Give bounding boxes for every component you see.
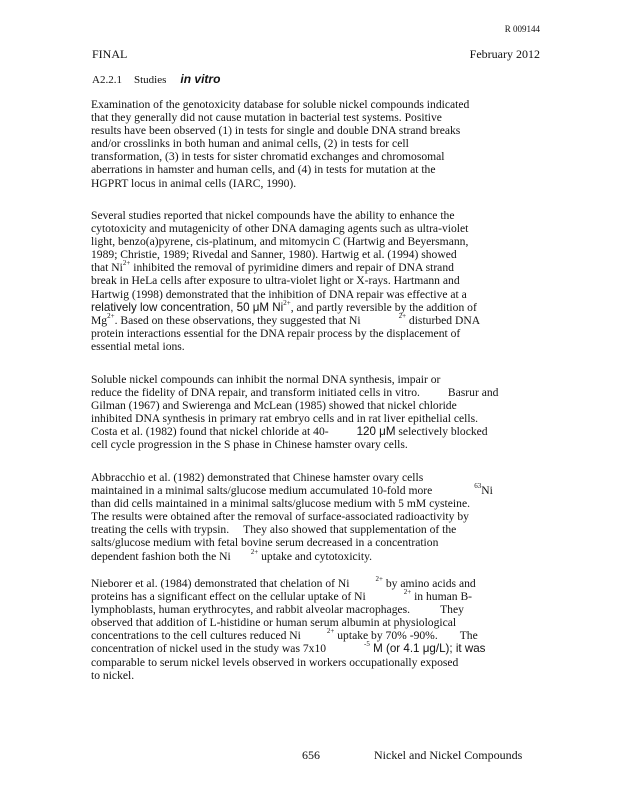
superscript: 2+ bbox=[398, 311, 407, 320]
text-line: The results were obtained after the removal of surface-associated radioactivity by bbox=[91, 510, 469, 524]
status-label: FINAL bbox=[92, 47, 128, 61]
text-line bbox=[91, 642, 499, 655]
text-run: concentration of nickel used in the study was 7x10 bbox=[91, 642, 327, 656]
text-run: concentrations to the cell cultures reduced Ni bbox=[91, 629, 301, 643]
text-run: uptake and cytotoxicity. bbox=[258, 549, 373, 563]
text-line bbox=[91, 298, 499, 314]
text-run: dependent fashion both the Ni bbox=[91, 549, 231, 563]
text-line: cell cycle progression in the S phase in Chinese hamster ovary cells. bbox=[91, 438, 408, 452]
section-number: A2.2.1 bbox=[92, 74, 122, 86]
text-run: They also showed that supplementation of the bbox=[243, 523, 457, 537]
text-line bbox=[91, 425, 511, 438]
text-line: light, benzo(a)pyrene, cis-platinum, and mitomycin C (Hartwig and Beyersmann, bbox=[91, 235, 469, 249]
section-heading bbox=[92, 72, 220, 86]
text-line: break in HeLa cells after exposure to ultra-violet light or X-rays. Hartmann and bbox=[91, 274, 460, 288]
superscript: 2+ bbox=[375, 575, 383, 583]
text-run: , and partly reversible by the addition of bbox=[290, 300, 477, 314]
text-line bbox=[91, 523, 511, 536]
text-run: Ni bbox=[481, 484, 493, 498]
text-line: Examination of the genotoxicity database for soluble nickel compounds indicated bbox=[91, 98, 470, 111]
text-run: Mg bbox=[91, 313, 108, 327]
text-run: proteins has a significant effect on the cellular uptake of Ni bbox=[91, 590, 366, 604]
text-run: Costa et al. (1982) found that nickel chloride at 40- bbox=[91, 425, 329, 439]
text-run: 120 μM bbox=[356, 425, 396, 439]
text-line: protein interactions essential for the DNA repair process by the displacement of bbox=[91, 326, 461, 340]
text-run: reduce the fidelity of DNA repair, and transform initiated cells in vitro. bbox=[91, 386, 420, 400]
page-footer bbox=[302, 748, 522, 763]
text-line bbox=[91, 386, 511, 399]
text-line bbox=[91, 603, 499, 616]
text-line: Gilman (1967) and Swierenga and McLean (1985) showed that nickel chloride bbox=[91, 399, 457, 413]
text-run: maintained in a minimal salts/glucose medium accumulated 10-fold more bbox=[91, 484, 433, 498]
text-run: lymphoblasts, human erythrocytes, and rabbit alveolar macrophages. bbox=[91, 603, 411, 617]
superscript: 2+ bbox=[403, 588, 412, 597]
text-run: by amino acids and bbox=[382, 577, 476, 590]
text-run: in human B- bbox=[411, 590, 473, 604]
text-run: that Ni bbox=[91, 261, 123, 275]
text-line: than did cells maintained in a minimal salts/glucose medium with 5 mM cysteine. bbox=[91, 497, 470, 511]
text-run: M (or 4.1 μg/L); it was bbox=[369, 642, 486, 656]
text-line: salts/glucose medium with fetal bovine serum decreased in a concentration bbox=[91, 536, 439, 550]
document-date: February 2012 bbox=[469, 47, 540, 61]
document-id: R 009144 bbox=[504, 24, 540, 34]
page-number: 656 bbox=[302, 748, 320, 762]
text-run: inhibited the removal of pyrimidine dimers and repair of DNA strand bbox=[130, 261, 454, 275]
text-line: comparable to serum nickel levels observed in workers occupationally exposed bbox=[91, 655, 459, 669]
paragraph-1 bbox=[91, 98, 499, 190]
text-line: results have been observed (1) in tests for single and double DNA strand breaks bbox=[91, 124, 461, 138]
text-run: They bbox=[440, 603, 464, 617]
text-line: to nickel. bbox=[91, 668, 135, 682]
superscript: 63 bbox=[474, 482, 482, 491]
text-run: Basrur and bbox=[447, 386, 499, 400]
text-line: essential metal ions. bbox=[91, 339, 185, 353]
text-line: transformation, (3) in tests for sister chromatid exchanges and chromosomal bbox=[91, 150, 445, 164]
text-line bbox=[91, 261, 499, 274]
superscript: 2+ bbox=[283, 298, 291, 307]
text-line: HGPRT locus in animal cells (IARC, 1990). bbox=[91, 176, 297, 190]
text-line bbox=[91, 484, 511, 497]
superscript: 2+ bbox=[107, 311, 115, 320]
superscript: 2+ bbox=[250, 547, 259, 556]
text-line bbox=[91, 590, 499, 603]
text-line: Hartwig (1998) demonstrated that the inhibition of DNA repair was effective at a bbox=[91, 287, 467, 301]
text-run: selectively blocked bbox=[395, 425, 488, 439]
paragraph-4 bbox=[91, 471, 511, 563]
superscript: -5 bbox=[364, 640, 370, 649]
section-title-italic: in vitro bbox=[180, 72, 221, 86]
text-run: Nieborer et al. (1984) demonstrated that chelation of Ni bbox=[91, 577, 350, 590]
text-line: Soluble nickel compounds can inhibit the normal DNA synthesis, impair or bbox=[91, 373, 441, 386]
text-line: that they generally did not cause mutation in bacterial test systems. Positive bbox=[91, 111, 442, 125]
text-line: inhibited DNA synthesis in primary rat embryo cells and in rat liver epithelial cells. bbox=[91, 412, 479, 426]
text-run: relatively low concentration, 50 μM Ni bbox=[91, 300, 284, 314]
text-line bbox=[91, 547, 511, 563]
text-run: treating the cells with trypsin. bbox=[91, 523, 230, 537]
document-title: Nickel and Nickel Compounds bbox=[374, 748, 523, 762]
paragraph-5 bbox=[91, 577, 499, 682]
text-line: aberrations in hamster and human cells, and (4) in tests for mutation at the bbox=[91, 163, 436, 177]
text-line bbox=[91, 577, 499, 590]
text-run: disturbed DNA bbox=[406, 313, 481, 327]
text-line: Several studies reported that nickel compounds have the ability to enhance the bbox=[91, 209, 455, 222]
text-line: cytotoxicity and mutagenicity of other DNA damaging agents such as ultra-violet bbox=[91, 222, 469, 236]
text-line: observed that addition of L-histidine or human serum albumin at physiological bbox=[91, 616, 457, 630]
paragraph-3 bbox=[91, 373, 511, 452]
text-line: Abbracchio et al. (1982) demonstrated that Chinese hamster ovary cells bbox=[91, 471, 424, 484]
superscript: 2+ bbox=[122, 259, 131, 268]
text-line bbox=[91, 629, 499, 642]
text-run: The bbox=[459, 629, 478, 643]
text-line bbox=[91, 311, 499, 327]
paragraph-2 bbox=[91, 209, 499, 353]
superscript: 2+ bbox=[326, 627, 335, 636]
text-run: uptake by 70% -90%. bbox=[334, 629, 438, 643]
text-line: 1989; Christie, 1989; Rivedal and Sanner, 1980). Hartwig et al. (1994) showed bbox=[91, 248, 457, 262]
text-line: and/or crosslinks in both human and animal cells, (2) in tests for cell bbox=[91, 137, 409, 151]
text-run: . Based on these observations, they suggested that Ni bbox=[114, 313, 361, 327]
section-title: Studies bbox=[134, 74, 167, 86]
